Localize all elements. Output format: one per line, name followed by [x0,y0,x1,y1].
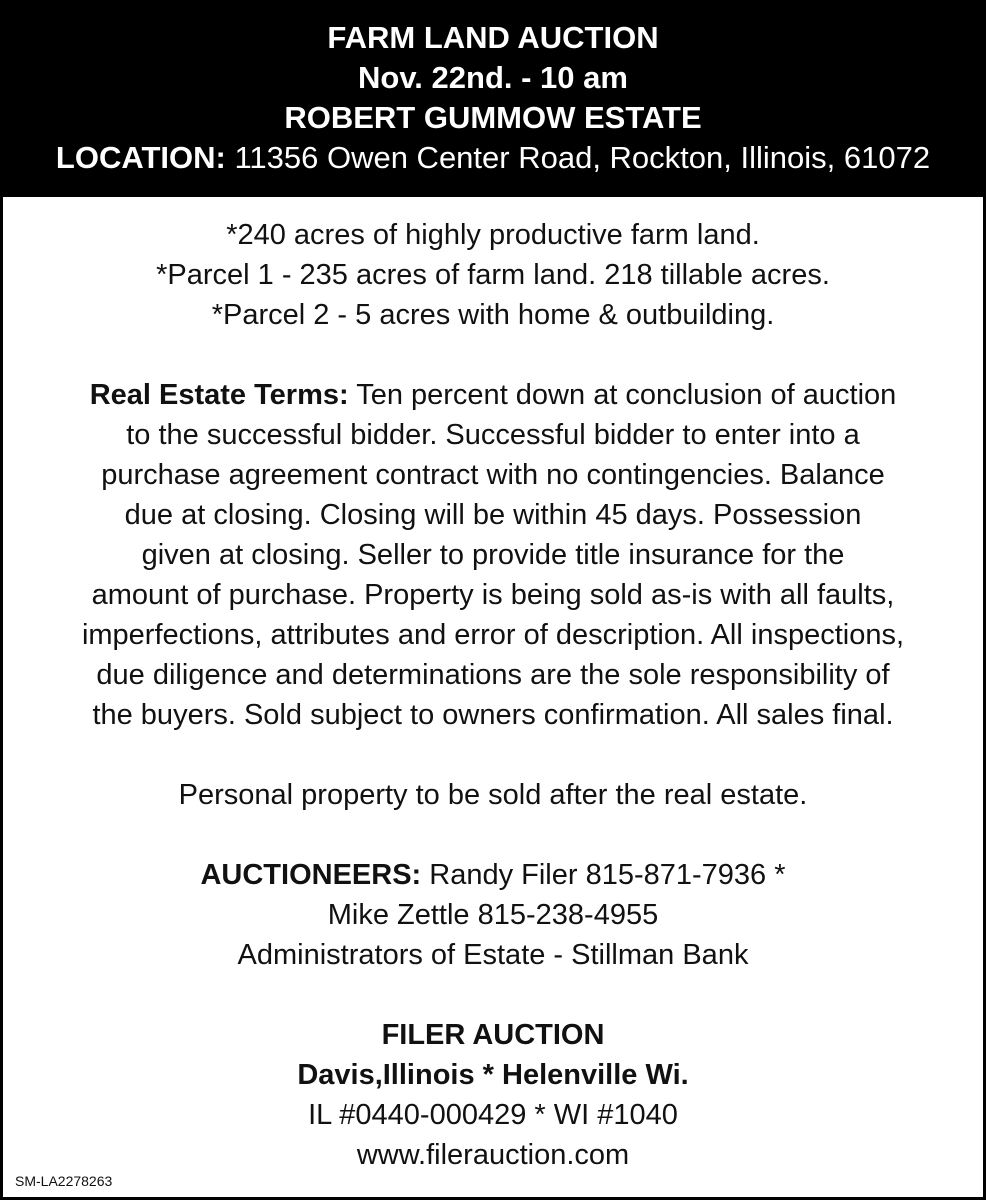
location-address: 11356 Owen Center Road, Rockton, Illinois, 61072 [225,140,931,175]
company-website: www.filerauction.com [356,1139,630,1171]
terms-line: amount of purchase. Property is being sold as-is with all faults, [91,579,895,611]
terms-line [9,375,977,415]
auctioneers-label: AUCTIONEERS: [200,859,422,891]
terms-line: imperfections, attributes and error of description. All inspections, [81,619,905,651]
auction-date: Nov. 22nd. - 10 am [358,60,628,95]
acreage-line: *Parcel 2 - 5 acres with home & outbuilding. [211,299,775,331]
estate-name: ROBERT GUMMOW ESTATE [284,100,702,135]
location-line [3,138,983,178]
terms-line: due diligence and determinations are the sole responsibility of [96,659,890,691]
company-name: FILER AUCTION [381,1019,605,1051]
auctioneers-line [3,855,983,895]
acreage-line: *Parcel 1 - 235 acres of farm land. 218 tillable acres. [156,259,830,291]
terms-line: to the successful bidder. Successful bidder to enter into a [126,419,860,451]
personal-property-note: Personal property to be sold after the real estate. [178,779,808,811]
ad-code: SM-LA2278263 [15,1173,113,1189]
auctioneer-secondary: Mike Zettle 815-238-4955 [327,899,659,931]
terms-text: Ten percent down at conclusion of auction [348,379,897,411]
real-estate-terms [3,375,983,735]
company-locations: Davis,Illinois * Helenville Wi. [297,1059,689,1091]
ad-header [3,0,983,197]
terms-line: given at closing. Seller to provide title insurance for the [141,539,845,571]
terms-line: due at closing. Closing will be within 45 days. Possession [124,499,862,531]
acreage-line: *240 acres of highly productive farm land. [226,219,760,251]
license-numbers: IL #0440-000429 * WI #1040 [308,1099,678,1131]
auctioneer-primary: Randy Filer 815-871-7936 * [421,859,786,891]
ad-body [3,197,983,1175]
terms-line: purchase agreement contract with no contingencies. Balance [101,459,885,491]
ad-title: FARM LAND AUCTION [327,20,659,55]
estate-administrators: Administrators of Estate - Stillman Bank [237,939,749,971]
location-label: LOCATION: [55,140,226,175]
terms-label: Real Estate Terms: [89,379,349,411]
terms-line: the buyers. Sold subject to owners confirmation. All sales final. [92,699,894,731]
